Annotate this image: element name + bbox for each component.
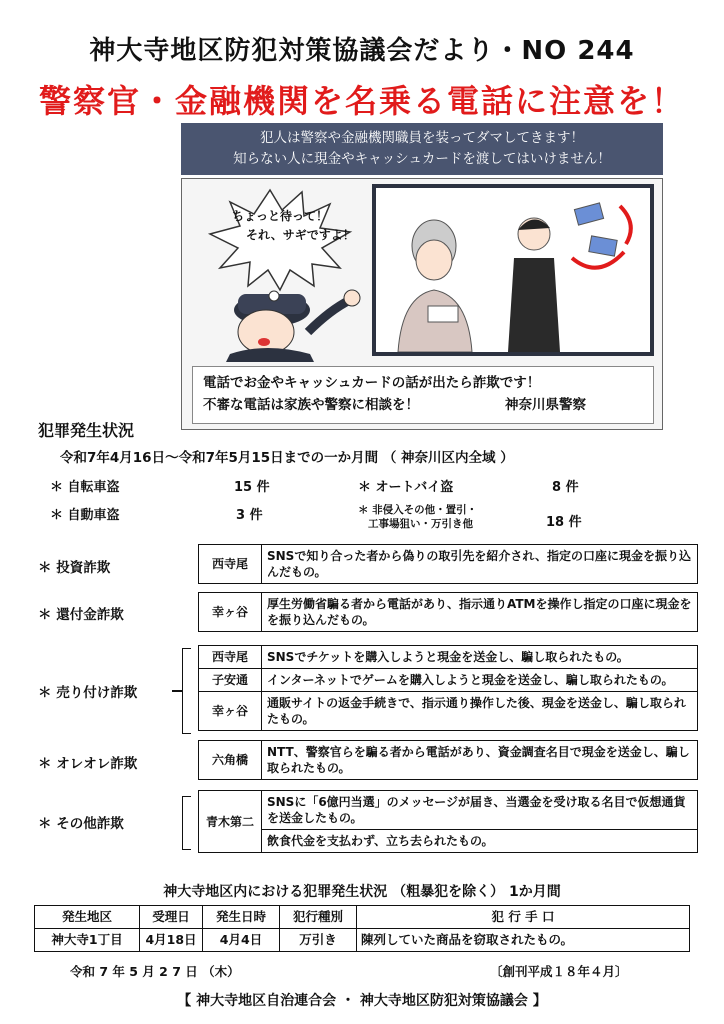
fraud-location: 西寺尾 [199, 545, 262, 584]
warning-headline: 警察官・金融機関を名乗る電話に注意を！ [38, 82, 685, 120]
column-header: 受理日 [140, 906, 203, 929]
fraud-description: NTT、警察官らを騙る者から電話があり、資金調査名目で現金を送金し、騙し取られたもの。 [262, 741, 698, 780]
table-cell: 万引き [280, 929, 357, 952]
fraud-location: 青木第二 [199, 791, 262, 853]
poster-credit: 神奈川県警察 [505, 397, 586, 413]
fraud-table-sales [198, 645, 698, 731]
publisher-footer: 【 神大寺地区自治連合会 ・ 神大寺地区防犯対策協議会 】 [177, 993, 547, 1009]
fraud-location: 六角橋 [199, 741, 262, 780]
poster-top-line-1: 犯人は警察や金融機関職員を装ってダマしてきます！ [260, 130, 584, 146]
stat-count: 8 件 [552, 480, 579, 495]
column-header: 発生日時 [203, 906, 280, 929]
poster-top-banner [181, 123, 663, 175]
crime-heading: 犯罪発生状況 [38, 421, 135, 440]
fraud-table-other [198, 790, 698, 853]
table-row [35, 929, 690, 952]
fraud-category: ＊ オレオレ詐欺 [38, 756, 138, 772]
poster-top-line-2: 知らない人に現金やキャッシュカードを渡してはいけません！ [233, 151, 611, 167]
fraud-description: SNSに「6億円当選」のメッセージが届き、当選金を受け取る名目で仮想通貨を送金したもの。 [262, 791, 698, 830]
bracket-tick [172, 690, 182, 692]
column-header: 犯行種別 [280, 906, 357, 929]
fraud-description: SNSで知り合った者から偽りの取引先を紹介され、指定の口座に現金を振り込んだもの。 [262, 545, 698, 584]
fraud-location: 子安通 [199, 669, 262, 692]
fraud-table-oreore [198, 740, 698, 780]
local-crime-heading: 神大寺地区内における犯罪発生状況 （粗暴犯を除く） 1か月間 [163, 884, 561, 900]
table-cell: 神大寺1丁目 [35, 929, 140, 952]
stat-label: ＊ 自転車盗 [50, 480, 120, 495]
scene-frame [372, 184, 654, 356]
table-row [199, 791, 698, 830]
newsletter-title: 神大寺地区防犯対策協議会だより・NO 244 [89, 36, 635, 66]
fraud-category: ＊ 投資詐欺 [38, 560, 111, 576]
table-row [199, 741, 698, 780]
scam-scene-illustration [376, 188, 650, 352]
fraud-location: 幸ヶ谷 [199, 593, 262, 632]
fraud-category: ＊ その他詐欺 [38, 816, 124, 832]
table-cell: 4月18日 [140, 929, 203, 952]
stat-label: ＊ 非侵入その他・置引・ 工事場狙い・万引き他 [358, 504, 478, 530]
table-row [199, 593, 698, 632]
poster-bottom-line-2: 不審な電話は家族や警察に相談を！ [203, 397, 419, 413]
group-bracket [182, 796, 191, 850]
fraud-description: 通販サイトの返金手続きで、指示通り操作した後、現金を送金し、騙し取られたもの。 [262, 692, 698, 731]
fraud-description: SNSでチケットを購入しようと現金を送金し、騙し取られたもの。 [262, 646, 698, 669]
table-cell: 陳列していた商品を窃取されたもの。 [357, 929, 690, 952]
fraud-category: ＊ 還付金詐欺 [38, 607, 124, 623]
fraud-category: ＊ 売り付け詐欺 [38, 685, 138, 701]
table-row [199, 669, 698, 692]
stat-count: 18 件 [546, 515, 582, 530]
column-header: 発生地区 [35, 906, 140, 929]
fraud-description: インターネットでゲームを購入しようと現金を送金し、騙し取られたもの。 [262, 669, 698, 692]
issue-date: 令和 7 年 5 月 2 7 日 （木） [70, 964, 240, 979]
fraud-description: 飲食代金を支払わず、立ち去られたもの。 [262, 830, 698, 853]
stat-count: 15 件 [234, 480, 270, 495]
poster-message [192, 366, 654, 424]
speech-line-1: ちょっと待って！ [232, 209, 329, 223]
founded-note: 〔創刊平成１８年４月〕 [490, 964, 628, 979]
table-row [199, 646, 698, 669]
poster-bottom-line-1: 電話でお金やキャッシュカードの話が出たら詐欺です！ [203, 375, 541, 391]
fraud-location: 幸ヶ谷 [199, 692, 262, 731]
table-row [199, 830, 698, 853]
fraud-table-refund [198, 592, 698, 632]
fraud-table-investment [198, 544, 698, 584]
fraud-description: 厚生労働省騙る者から電話があり、指示通りATMを操作し指定の口座に現金をを振り込んだもの。 [262, 593, 698, 632]
group-bracket [182, 648, 191, 734]
stat-label: ＊ オートバイ盗 [358, 480, 454, 495]
local-crime-table [34, 905, 690, 952]
stat-count: 3 件 [236, 508, 263, 523]
table-row [199, 692, 698, 731]
table-cell: 4月4日 [203, 929, 280, 952]
fraud-location: 西寺尾 [199, 646, 262, 669]
table-header-row [35, 906, 690, 929]
stat-label: ＊ 自動車盗 [50, 508, 120, 523]
table-row [199, 545, 698, 584]
speech-line-2: それ、サギですよ！ [246, 228, 355, 242]
crime-period: 令和7年4月16日～令和7年5月15日までの一か月間 （ 神奈川区内全域 ） [60, 450, 514, 466]
column-header: 犯 行 手 口 [357, 906, 690, 929]
